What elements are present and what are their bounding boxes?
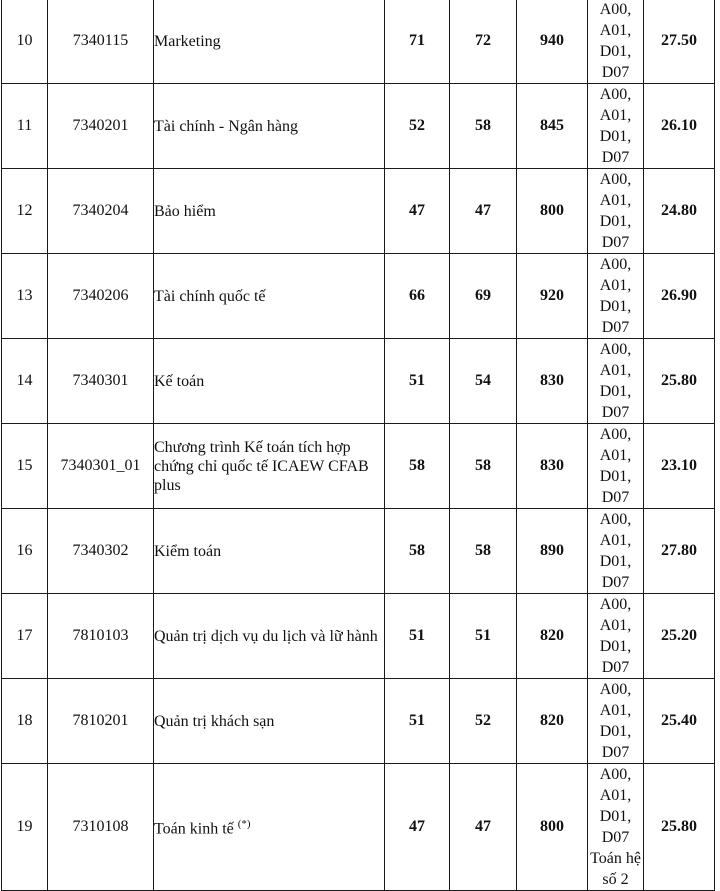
cutoff-score: 25.40	[644, 679, 715, 764]
subject-combinations	[588, 254, 644, 339]
subject-combinations	[588, 679, 644, 764]
program-name: Quản trị khách sạn	[154, 712, 275, 730]
subject-combination: D07	[601, 64, 630, 81]
table-row	[2, 424, 715, 509]
quota-2: 52	[450, 679, 517, 764]
quota-2: 69	[450, 254, 517, 339]
subject-combination: A01,	[599, 107, 632, 124]
table-body	[2, 0, 715, 891]
quota-1: 51	[385, 679, 450, 764]
program-name: Marketing	[154, 32, 221, 50]
subject-combination: D01,	[599, 638, 632, 655]
program-name: Quản trị dịch vụ du lịch và lữ hành	[154, 627, 378, 645]
quota-2: 58	[450, 509, 517, 594]
table-row	[2, 594, 715, 679]
quota-1: 58	[385, 424, 450, 509]
program-code: 7340206	[48, 254, 154, 339]
program-name-cell	[154, 764, 385, 891]
cutoff-score: 25.20	[644, 594, 715, 679]
subject-combination: D07	[601, 489, 630, 506]
program-name-cell	[154, 254, 385, 339]
table-row	[2, 509, 715, 594]
subject-combination: A00,	[599, 1, 632, 18]
subject-combination: A00,	[599, 511, 632, 528]
quota-2: 72	[450, 0, 517, 84]
subject-combination: A01,	[599, 787, 632, 804]
table-row	[2, 679, 715, 764]
table-row	[2, 339, 715, 424]
row-index: 11	[2, 84, 48, 169]
subject-combination: D07	[601, 744, 630, 761]
threshold-score: 830	[517, 424, 588, 509]
quota-2: 47	[450, 169, 517, 254]
subject-combination: A00,	[599, 426, 632, 443]
program-name: Tài chính - Ngân hàng	[154, 117, 298, 135]
cutoff-score: 27.80	[644, 509, 715, 594]
program-code: 7340301	[48, 339, 154, 424]
table-row	[2, 0, 715, 84]
subject-combinations	[588, 84, 644, 169]
subject-combination: D01,	[599, 723, 632, 740]
subject-combination: A01,	[599, 22, 632, 39]
program-name-cell	[154, 679, 385, 764]
subject-combination: D01,	[599, 43, 632, 60]
subject-combination: A00,	[599, 596, 632, 613]
subject-combination: D01,	[599, 383, 632, 400]
subject-combination: D07	[601, 659, 630, 676]
quota-2: 54	[450, 339, 517, 424]
quota-1: 52	[385, 84, 450, 169]
subject-combination: D07	[601, 234, 630, 251]
program-name-cell	[154, 424, 385, 509]
subject-combination: D01,	[599, 468, 632, 485]
program-name: Kế toán	[154, 372, 205, 390]
subject-combination: A00,	[599, 86, 632, 103]
program-code: 7340302	[48, 509, 154, 594]
subject-combination: D07	[601, 319, 630, 336]
row-index: 10	[2, 0, 48, 84]
program-code: 7310108	[48, 764, 154, 891]
row-index: 18	[2, 679, 48, 764]
quota-1: 51	[385, 339, 450, 424]
subject-combinations	[588, 169, 644, 254]
quota-1: 51	[385, 594, 450, 679]
subject-combination: D07	[601, 829, 630, 846]
cutoff-score: 27.50	[644, 0, 715, 84]
subject-combination: D07	[601, 149, 630, 166]
subject-combinations	[588, 424, 644, 509]
subject-combination: A01,	[599, 532, 632, 549]
subject-combination: số 2	[602, 871, 629, 888]
threshold-score: 820	[517, 594, 588, 679]
row-index: 13	[2, 254, 48, 339]
threshold-score: 940	[517, 0, 588, 84]
cutoff-score: 23.10	[644, 424, 715, 509]
subject-combination: A01,	[599, 702, 632, 719]
program-name: Tài chính quốc tế	[154, 287, 266, 305]
quota-1: 47	[385, 764, 450, 891]
footnote-mark: (*)	[237, 818, 251, 831]
subject-combination: D07	[601, 574, 630, 591]
threshold-score: 800	[517, 169, 588, 254]
subject-combination: Toán hệ	[590, 850, 641, 867]
table-row	[2, 764, 715, 891]
subject-combination: A01,	[599, 277, 632, 294]
row-index: 19	[2, 764, 48, 891]
subject-combination: A01,	[599, 192, 632, 209]
subject-combinations	[588, 509, 644, 594]
subject-combination: D01,	[599, 298, 632, 315]
threshold-score: 820	[517, 679, 588, 764]
cutoff-score: 26.90	[644, 254, 715, 339]
subject-combinations	[588, 764, 644, 891]
subject-combination: A00,	[599, 341, 632, 358]
subject-combination: D07	[601, 404, 630, 421]
program-name-cell	[154, 169, 385, 254]
row-index: 17	[2, 594, 48, 679]
row-index: 12	[2, 169, 48, 254]
program-name-cell	[154, 84, 385, 169]
program-code: 7340301_01	[48, 424, 154, 509]
table-row	[2, 254, 715, 339]
row-index: 15	[2, 424, 48, 509]
table-row	[2, 84, 715, 169]
subject-combination: A00,	[599, 256, 632, 273]
subject-combinations	[588, 594, 644, 679]
subject-combination: A00,	[599, 766, 632, 783]
subject-combinations	[588, 0, 644, 84]
program-code: 7340204	[48, 169, 154, 254]
subject-combination: A01,	[599, 362, 632, 379]
program-code: 7810103	[48, 594, 154, 679]
threshold-score: 920	[517, 254, 588, 339]
quota-2: 58	[450, 424, 517, 509]
program-name: Toán kinh tế	[154, 820, 234, 838]
program-name: Chương trình Kế toán tích hợp chứng chỉ quốc tế ICAEW CFAB plus	[154, 438, 369, 494]
subject-combination: D01,	[599, 213, 632, 230]
quota-2: 47	[450, 764, 517, 891]
row-index: 14	[2, 339, 48, 424]
subject-combinations	[588, 339, 644, 424]
program-name-cell	[154, 509, 385, 594]
quota-1: 58	[385, 509, 450, 594]
program-code: 7810201	[48, 679, 154, 764]
subject-combination: A01,	[599, 617, 632, 634]
threshold-score: 845	[517, 84, 588, 169]
cutoff-score: 25.80	[644, 764, 715, 891]
subject-combination: D01,	[599, 128, 632, 145]
admissions-table	[1, 0, 715, 891]
program-name: Bảo hiểm	[154, 202, 216, 220]
program-name-cell	[154, 0, 385, 84]
subject-combination: A00,	[599, 681, 632, 698]
threshold-score: 800	[517, 764, 588, 891]
cutoff-score: 24.80	[644, 169, 715, 254]
program-name-cell	[154, 594, 385, 679]
threshold-score: 830	[517, 339, 588, 424]
quota-1: 47	[385, 169, 450, 254]
program-code: 7340201	[48, 84, 154, 169]
program-code: 7340115	[48, 0, 154, 84]
quota-2: 51	[450, 594, 517, 679]
program-name-cell	[154, 339, 385, 424]
cutoff-score: 25.80	[644, 339, 715, 424]
quota-1: 66	[385, 254, 450, 339]
subject-combination: D01,	[599, 808, 632, 825]
quota-2: 58	[450, 84, 517, 169]
threshold-score: 890	[517, 509, 588, 594]
cutoff-score: 26.10	[644, 84, 715, 169]
quota-1: 71	[385, 0, 450, 84]
subject-combination: D01,	[599, 553, 632, 570]
row-index: 16	[2, 509, 48, 594]
subject-combination: A01,	[599, 447, 632, 464]
program-name: Kiểm toán	[154, 542, 222, 560]
subject-combination: A00,	[599, 171, 632, 188]
table-row	[2, 169, 715, 254]
